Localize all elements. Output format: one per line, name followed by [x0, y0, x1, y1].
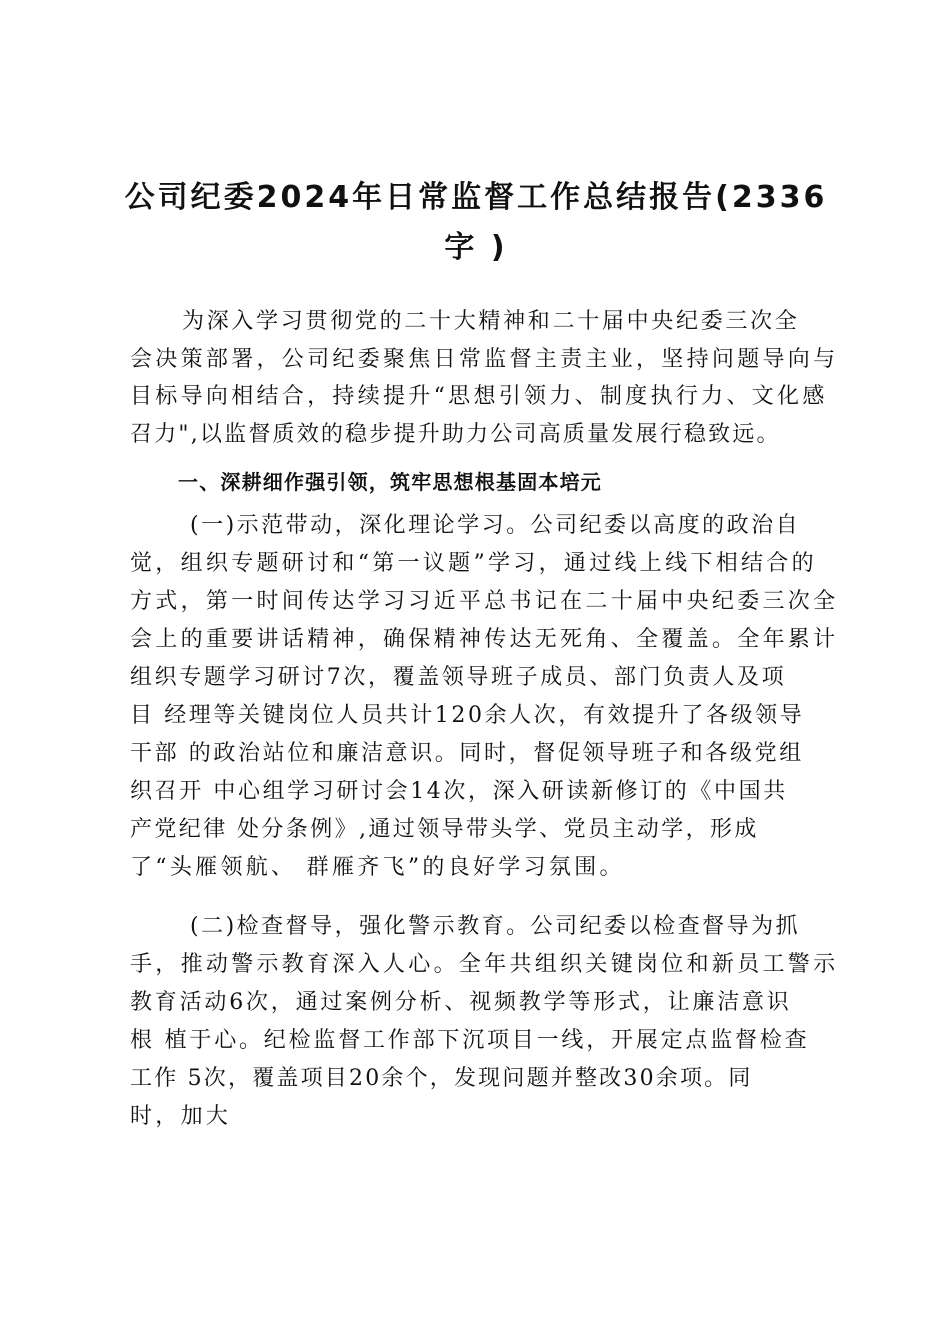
paragraph-line: 时，加大 — [130, 1104, 232, 1129]
paragraph-line: 会上的重要讲话精神，确保精神传达无死角、全覆盖。全年累计 — [130, 627, 839, 652]
paragraph-line: (一)示范带动，深化理论学习。公司纪委以高度的政治自 — [190, 513, 801, 538]
paragraph-line: 干部 的政治站位和廉洁意识。同时，督促领导班子和各级党组 — [130, 741, 804, 766]
paragraph-line: 工作 5次，覆盖项目20余个，发现问题并整改30余项。同 — [130, 1066, 753, 1091]
paragraph-line: 觉，组织专题研讨和“第一议题”学习，通过线上线下相结合的 — [130, 551, 817, 576]
paragraph-line: 为深入学习贯彻党的二十大精神和二十届中央纪委三次全 — [182, 309, 800, 334]
paragraph-line: 召力",以监督质效的稳步提升助力公司高质量发展行稳致远。 — [130, 422, 781, 447]
paragraph-line: 目标导向相结合，持续提升“思想引领力、制度执行力、文化感 — [130, 384, 828, 409]
paragraph-line: 会决策部署，公司纪委聚焦日常监督主责主业，坚持问题导向与 — [130, 347, 839, 372]
paragraph-line: 产党纪律 处分条例》,通过领导带头学、党员主动学，形成 — [130, 817, 759, 842]
document-title-line-1: 公司纪委2024年日常监督工作总结报告(2336 — [124, 180, 828, 215]
paragraph-line: 目 经理等关键岗位人员共计120余人次，有效提升了各级领导 — [130, 703, 805, 728]
document-title-line-2: 字 ) — [444, 230, 508, 265]
paragraph-line: 了“头雁领航、 群雁齐飞”的良好学习氛围。 — [130, 855, 625, 880]
paragraph-line: 方式，第一时间传达学习习近平总书记在二十届中央纪委三次全 — [130, 589, 839, 614]
paragraph-line: 教育活动6次，通过案例分析、视频教学等形式，让廉洁意识 — [130, 990, 792, 1015]
section-heading: 一、深耕细作强引领，筑牢思想根基固本培元 — [178, 470, 602, 494]
paragraph-line: 组织专题学习研讨7次，覆盖领导班子成员、部门负责人及项 — [130, 665, 787, 690]
paragraph-line: (二)检查督导，强化警示教育。公司纪委以检查督导为抓 — [190, 914, 801, 939]
paragraph-line: 织召开 中心组学习研讨会14次，深入研读新修订的《中国共 — [130, 779, 788, 804]
paragraph-line: 根 植于心。纪检监督工作部下沉项目一线，开展定点监督检查 — [130, 1028, 810, 1053]
paragraph-line: 手，推动警示教育深入人心。全年共组织关键岗位和新员工警示 — [130, 952, 839, 977]
